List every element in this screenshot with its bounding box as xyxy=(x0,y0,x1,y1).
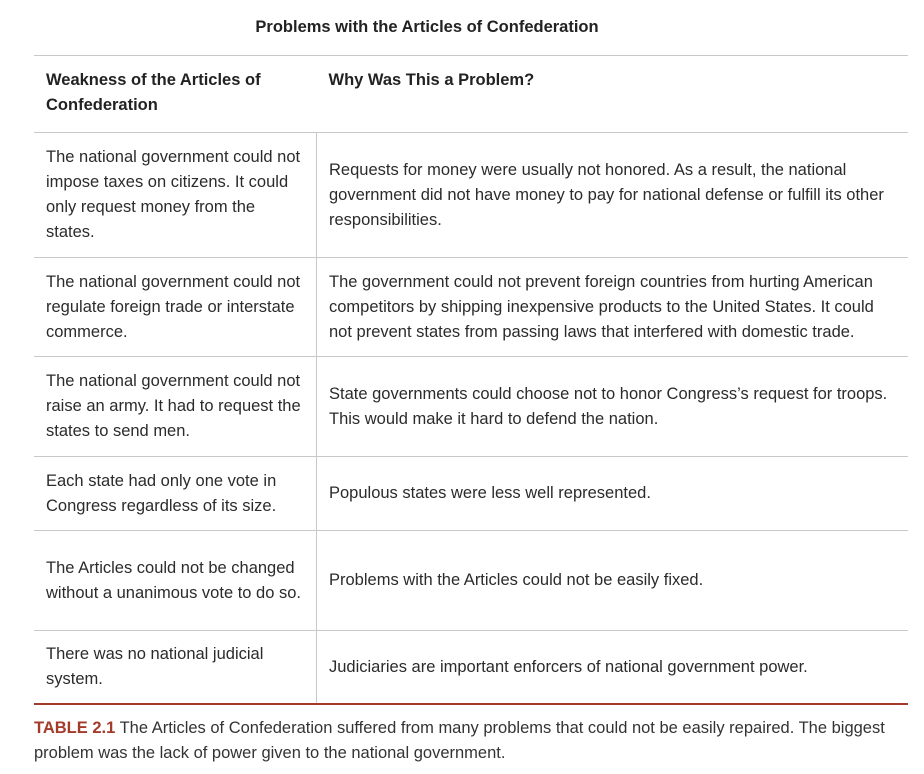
caption-text: The Articles of Confederation suffered from many problems that could not be easily repaired. The biggest problem was the lack of power given to the national government. xyxy=(34,719,885,762)
table-row xyxy=(34,258,908,357)
table-row xyxy=(34,631,908,705)
weakness-cell: The national government could not regulate foreign trade or interstate commerce. xyxy=(34,258,317,357)
problem-cell: Requests for money were usually not honored. As a result, the national government did not have money to pay for national defense or fulfill its other responsibilities. xyxy=(329,160,884,229)
problem-cell: Judiciaries are important enforcers of national government power. xyxy=(329,657,808,676)
table-header-row xyxy=(34,56,908,133)
table-row xyxy=(34,133,908,258)
confederation-table xyxy=(34,55,908,705)
header-problem: Why Was This a Problem? xyxy=(328,71,535,89)
header-weakness: Weakness of the Articles of Confederation xyxy=(46,71,261,114)
weakness-cell: There was no national judicial system. xyxy=(34,631,317,705)
table-row xyxy=(34,357,908,457)
problem-cell: The government could not prevent foreign countries from hurting American competitors by shipping inexpensive products to the United States. It could not prevent states from passing laws that interfered with domestic trade. xyxy=(329,272,874,341)
table-title: Problems with the Articles of Confederation xyxy=(255,18,599,36)
problem-cell: State governments could choose not to honor Congress’s request for troops. This would make it hard to defend the nation. xyxy=(329,384,888,428)
caption-label: TABLE 2.1 xyxy=(34,719,116,737)
problem-cell: Populous states were less well represented. xyxy=(329,484,651,502)
table-caption xyxy=(34,716,914,766)
problem-cell: Problems with the Articles could not be easily fixed. xyxy=(329,571,704,589)
table-row xyxy=(34,531,908,631)
weakness-cell: Each state had only one vote in Congress regardless of its size. xyxy=(34,457,317,531)
weakness-cell: The Articles could not be changed without a unanimous vote to do so. xyxy=(34,531,317,631)
table-row xyxy=(34,457,908,531)
weakness-cell: The national government could not raise an army. It had to request the states to send men. xyxy=(34,357,317,457)
weakness-cell: The national government could not impose taxes on citizens. It could only request money from the states. xyxy=(34,133,317,258)
